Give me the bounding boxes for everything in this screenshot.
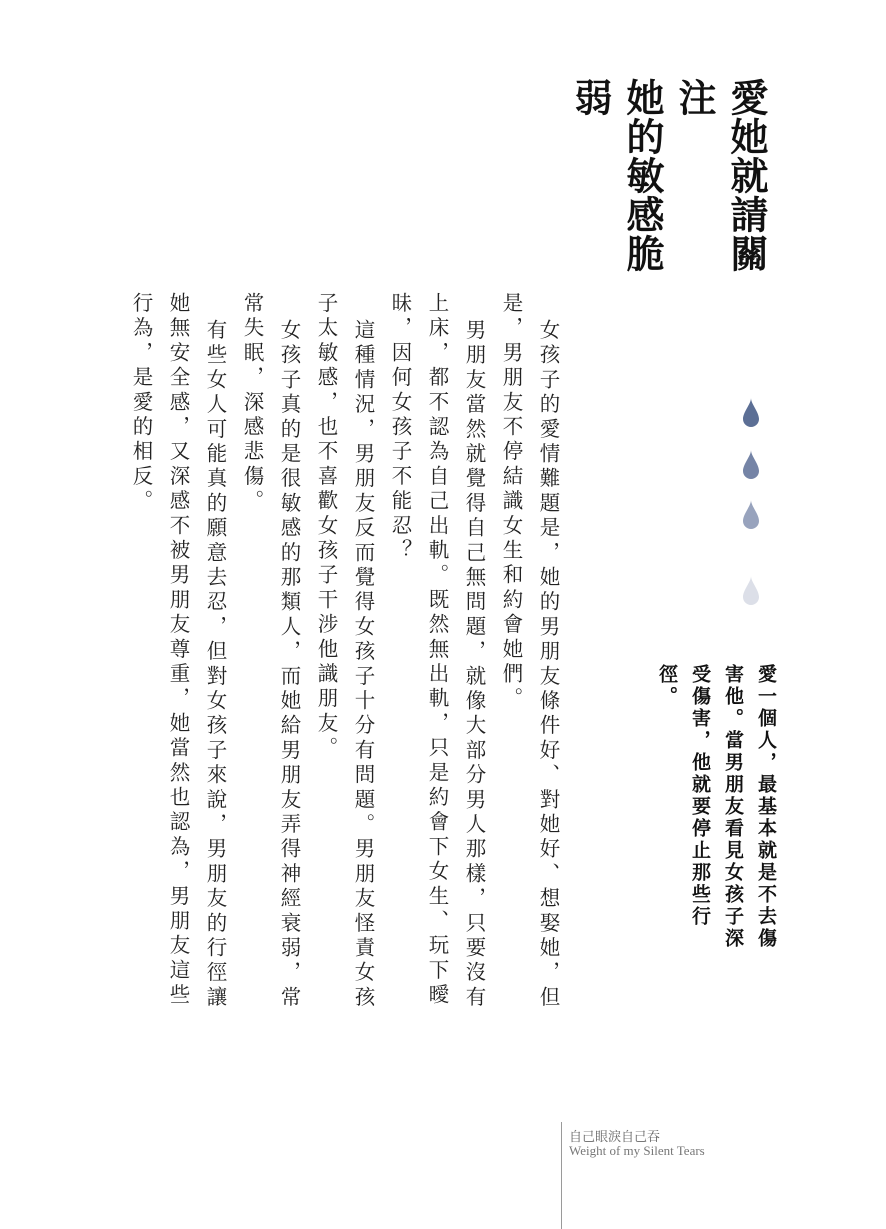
drop-shape-3 [743, 500, 759, 529]
drop-shape-4 [743, 576, 759, 605]
body-paragraph-2: 男朋友當然就覺得自己無問題，就像大部分男人那樣，只要沒有上床，都不認為自己出軌。既然無出軌，只是約會下女生、玩下曖昧，因何女孩子不能忍？ [388, 292, 486, 1011]
pull-quote: 愛一個人，最基本就是不去傷害他。當男朋友看見女孩子深受傷害，他就要停止那些行徑。 [656, 664, 777, 950]
body-paragraph-5: 有些女人可能真的願意去忍，但對女孩子來說，男朋友的行徑讓她無安全感，又深感不被男朋友尊重，她當然也認為，男朋友這些行為，是愛的相反。 [129, 292, 227, 1011]
footer-divider [561, 1122, 562, 1229]
drop-shape-1 [743, 398, 759, 427]
book-title-english: Weight of my Silent Tears [569, 1143, 705, 1158]
drop-decoration [738, 398, 764, 618]
book-title-chinese: 自己眼淚自己吞 [569, 1130, 661, 1145]
water-drop-icon [741, 576, 761, 606]
page-title-line-1: 愛她就請關注 [672, 78, 769, 273]
water-drop-icon [741, 500, 761, 530]
page-title [564, 78, 772, 308]
water-drop-icon [741, 398, 761, 428]
body-paragraph-4: 女孩子真的是很敏感的那類人，而她給男朋友弄得神經衰弱，常常失眠，深感悲傷。 [240, 292, 301, 1011]
body-text [122, 292, 566, 1012]
body-paragraph-1: 女孩子的愛情難題是，她的男朋友條件好、對她好、想娶她，但是，男朋友不停結識女生和約會她們。 [499, 292, 560, 1011]
body-paragraph-3: 這種情況，男朋友反而覺得女孩子十分有問題。男朋友怪責女孩子太敏感，也不喜歡女孩子干涉他識朋友。 [314, 292, 375, 1011]
water-drop-icon [741, 450, 761, 480]
drop-shape-2 [743, 450, 759, 479]
page-title-line-2: 她的敏感脆弱 [568, 78, 665, 273]
